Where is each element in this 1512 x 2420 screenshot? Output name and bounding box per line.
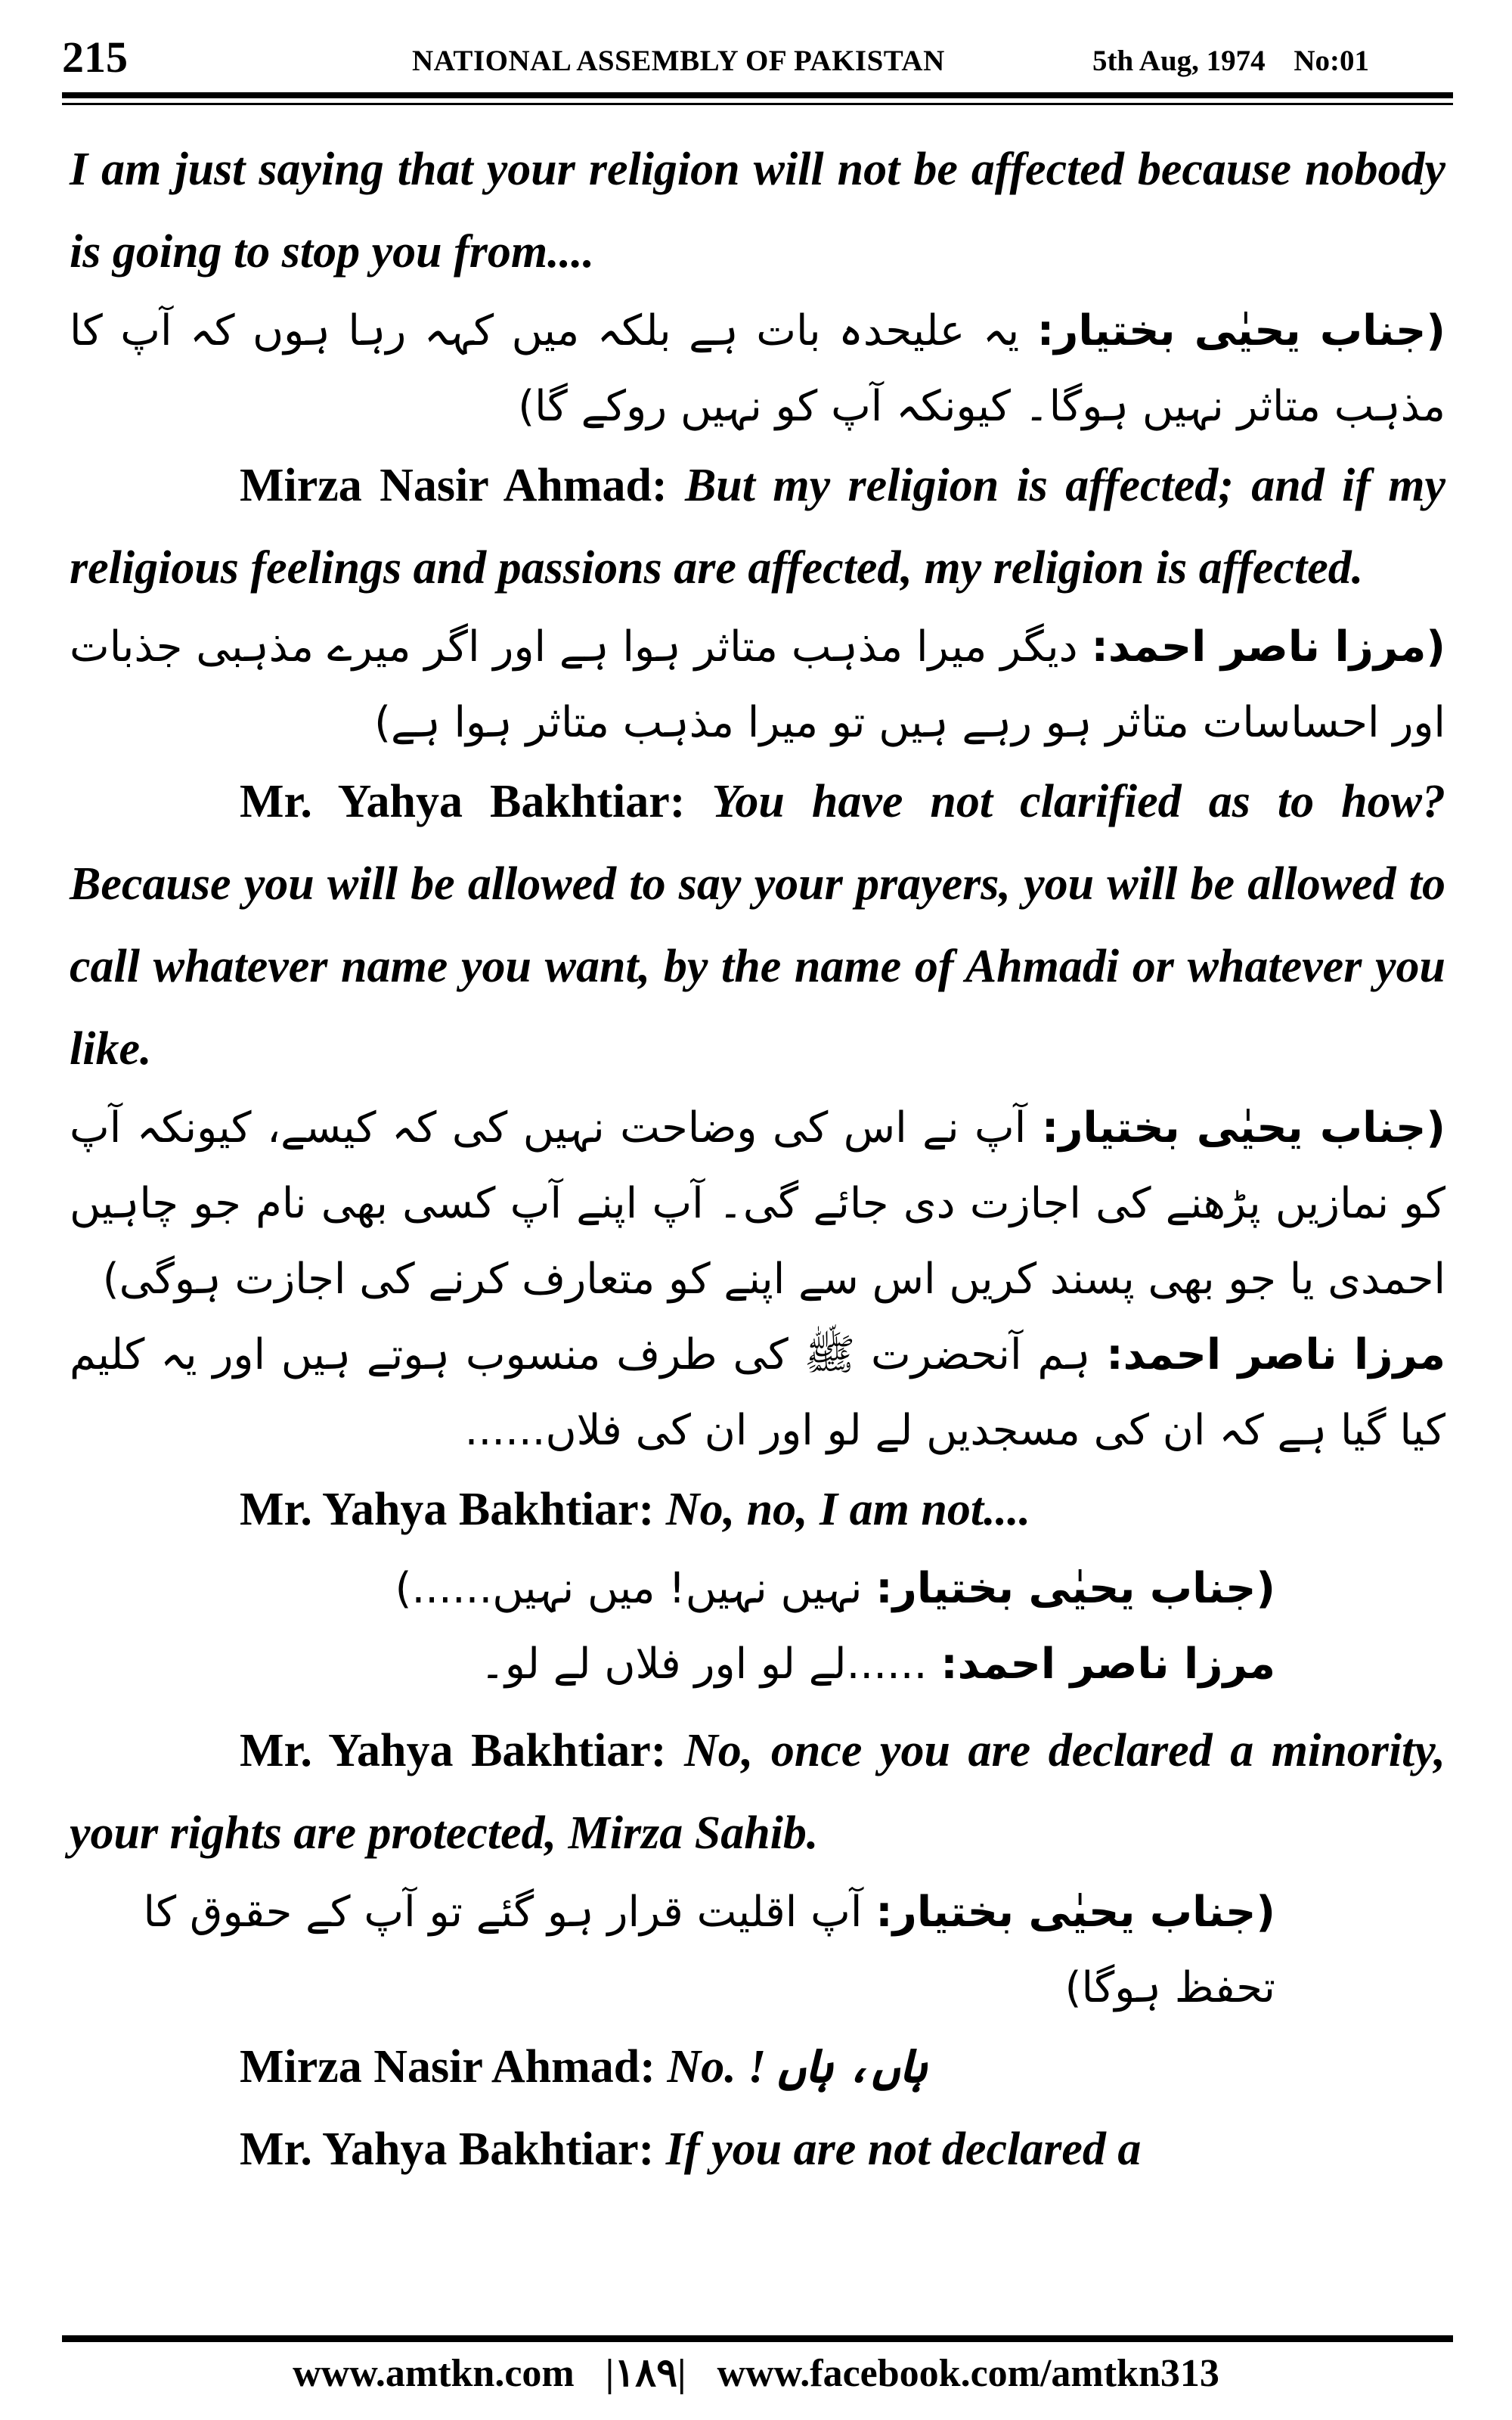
page-number: 215: [62, 33, 128, 82]
paragraph-text: I am just saying that your religion will not be affected because nobody is going to stop you from....: [70, 144, 1445, 278]
header-date: [1092, 44, 1369, 78]
urdu-speaker: (مرزا ناصر احمد:: [1091, 622, 1445, 672]
urdu-text: یہ علیحدہ بات ہے بلکہ میں کہہ رہا ہوں کہ آپ کا مذہب متاثر نہیں ہوگا۔ کیونکہ آپ کو نہیں روکے گا): [70, 306, 1445, 431]
urdu-paragraph: [70, 1551, 1445, 1627]
urdu-paragraph: [70, 1875, 1445, 2026]
transcript-body: [70, 129, 1445, 2191]
paragraph-text: But my religion is affected; and if my religious feelings and passions are affected, my religion is affected.: [70, 460, 1445, 594]
paragraph-text: If you are not declared a: [665, 2124, 1142, 2175]
urdu-speaker: (جناب یحیٰی بختیار:: [1036, 306, 1445, 355]
page-marker: |۱۸۹|: [605, 2352, 686, 2395]
paragraph-text: No, once you are declared a minority, your rights are protected, Mirza Sahib.: [70, 1725, 1445, 1859]
header-rule-thin: [62, 103, 1453, 105]
urdu-text: ......لے لو اور فلاں لے لو۔: [480, 1640, 928, 1689]
facebook-link[interactable]: www.facebook.com/amtkn313: [717, 2352, 1219, 2395]
speaker-name: Mirza Nasir Ahmad:: [240, 460, 668, 511]
urdu-text: آپ اقلیت قرار ہو گئے تو آپ کے حقوق کا تحفظ ہوگا): [143, 1888, 1275, 2012]
urdu-text: نہیں نہیں! میں نہیں......): [395, 1564, 863, 1613]
speaker-name: Mr. Yahya Bakhtiar:: [240, 1725, 667, 1776]
paragraph-text: You have not clarified as to how? Because you will be allowed to say your prayers, you will be allowed to call whatever name you want, by the name of Ahmadi or whatever you like.: [70, 776, 1445, 1075]
urdu-speaker: مرزا ناصر احمد:: [1106, 1330, 1445, 1379]
urdu-speaker: مرزا ناصر احمد:: [940, 1640, 1275, 1689]
urdu-speaker: (جناب یحیٰی بختیار:: [1041, 1103, 1445, 1153]
transcript-paragraph: [70, 445, 1445, 610]
paragraph-text: No. ! ہاں، ہاں: [667, 2041, 927, 2093]
speaker-name: Mirza Nasir Ahmad:: [240, 2041, 655, 2093]
header-title: NATIONAL ASSEMBLY OF PAKISTAN: [412, 45, 945, 77]
urdu-paragraph: [70, 1627, 1445, 1702]
urdu-paragraph: [70, 610, 1445, 761]
website-link[interactable]: www.amtkn.com: [293, 2352, 575, 2395]
transcript-paragraph: [70, 1469, 1445, 1551]
urdu-paragraph: [70, 1091, 1445, 1317]
transcript-paragraph: [70, 2108, 1445, 2191]
page-footer: [0, 2350, 1512, 2396]
urdu-text: آپ نے اس کی وضاحت نہیں کی کہ کیسے، کیونکہ آپ کو نمازیں پڑھنے کی اجازت دی جائے گی۔ آپ اپنے آپ کسی بھی نام جو چاہیں احمدی یا جو بھی پسند کریں اس سے اپنے کو متعارف کرنے کی اجازت ہوگی): [70, 1103, 1445, 1304]
header-rule-thick: [62, 92, 1453, 98]
page-header: [0, 0, 1512, 98]
transcript-paragraph: [70, 1710, 1445, 1875]
issue-number: No:01: [1294, 45, 1370, 77]
footer-rule: [62, 2335, 1453, 2342]
transcript-paragraph: [70, 129, 1445, 293]
session-date: 5th Aug, 1974: [1092, 45, 1266, 77]
speaker-name: Mr. Yahya Bakhtiar:: [240, 1484, 655, 1535]
urdu-text: دیگر میرا مذہب متاثر ہوا ہے اور اگر میرے مذہبی جذبات اور احساسات متاثر ہو رہے ہیں تو میرا مذہب متاثر ہوا ہے): [70, 622, 1445, 747]
urdu-paragraph: [70, 1317, 1445, 1469]
speaker-name: Mr. Yahya Bakhtiar:: [240, 776, 686, 827]
speaker-name: Mr. Yahya Bakhtiar:: [240, 2124, 655, 2175]
urdu-speaker: (جناب یحیٰی بختیار:: [875, 1888, 1275, 1937]
transcript-paragraph: [70, 2026, 1445, 2108]
transcript-paragraph: [70, 761, 1445, 1091]
urdu-speaker: (جناب یحیٰی بختیار:: [875, 1564, 1275, 1613]
urdu-text: ہم آنحضرت ﷺ کی طرف منسوب ہوتے ہیں اور یہ کلیم کیا گیا ہے کہ ان کی مسجدیں لے لو اور ان کی فلاں......: [70, 1330, 1445, 1455]
urdu-paragraph: [70, 293, 1445, 445]
paragraph-text: No, no, I am not....: [665, 1484, 1031, 1535]
